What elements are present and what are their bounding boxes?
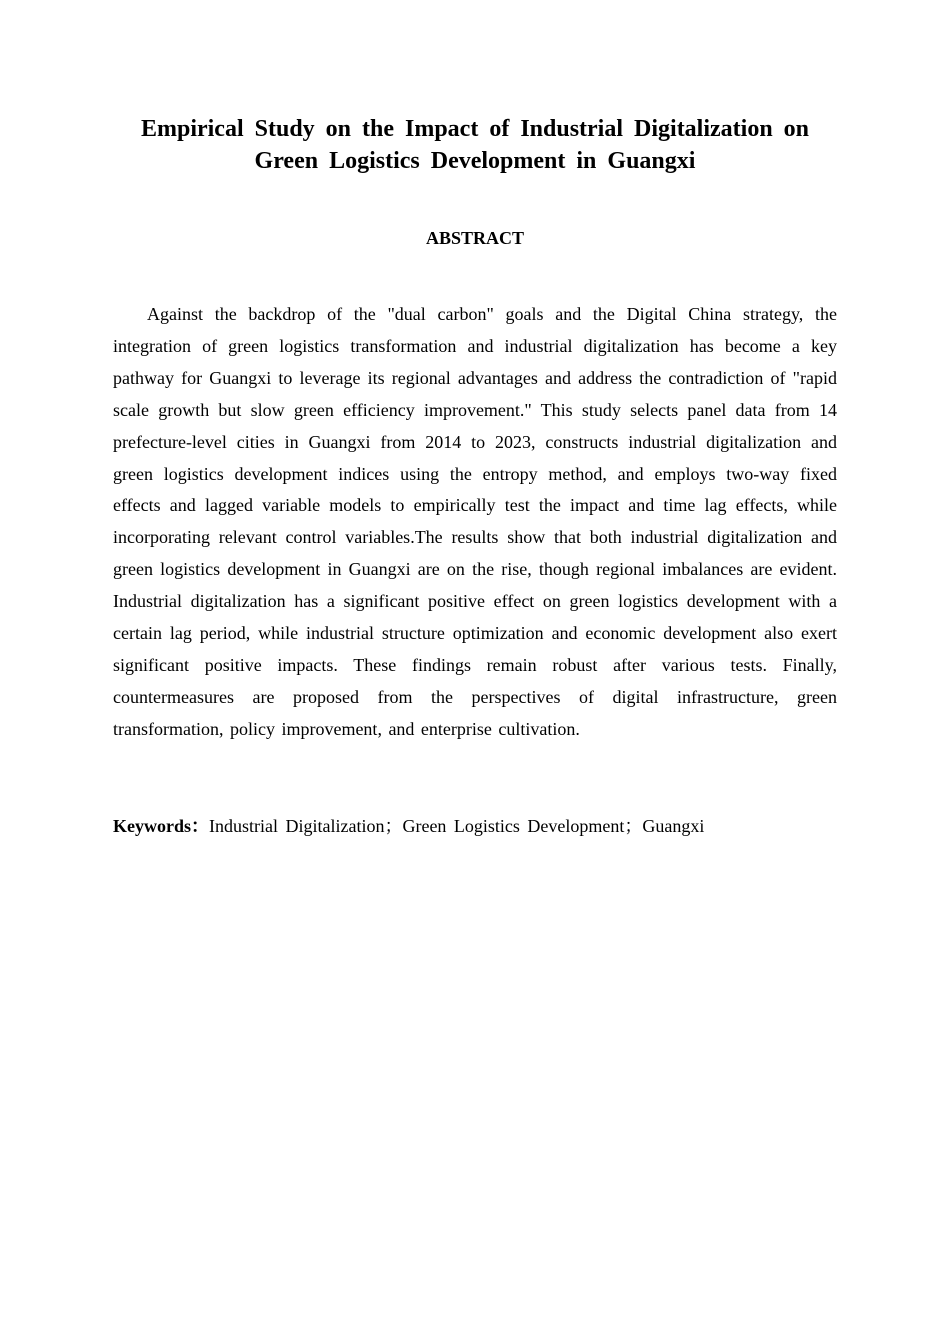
abstract-heading: ABSTRACT <box>425 228 525 248</box>
abstract-body: Against the backdrop of the "dual carbon" goals and the Digital China strategy, the integration of green logistics transformation and industrial digitalization has become a key pathway for Guangxi to leverage its regional advantages and address the contradiction of "rapid scale growth but slow green efficiency improvement." This study selects panel data from 14 prefecture-level cities in Guangxi from 2014 to 2023, constructs industrial digitalization and green logistics development indices using the entropy method, and employs two-way fixed effects and lagged variable models to empirically test the impact and time lag effects, while incorporating relevant control variables.The results show that both industrial digitalization and green logistics development in Guangxi are on the rise, though regional imbalances are evident. Industrial digitalization has a significant positive effect on green logistics development with a certain lag period, while industrial structure optimization and economic development also exert significant positive impacts. These findings remain robust after various tests. Finally, countermeasures are proposed from the perspectives of digital infrastructure, green transformation, policy improvement, and enterprise cultivation. <box>113 304 837 739</box>
keywords-line <box>113 810 837 842</box>
keywords-text: Industrial Digitalization；Green Logistics Development；Guangxi <box>209 816 705 836</box>
paper-title: Empirical Study on the Impact of Industrial Digitalization on Green Logistics Development in Guangxi <box>140 116 810 174</box>
keywords-label: Keywords： <box>113 816 209 836</box>
